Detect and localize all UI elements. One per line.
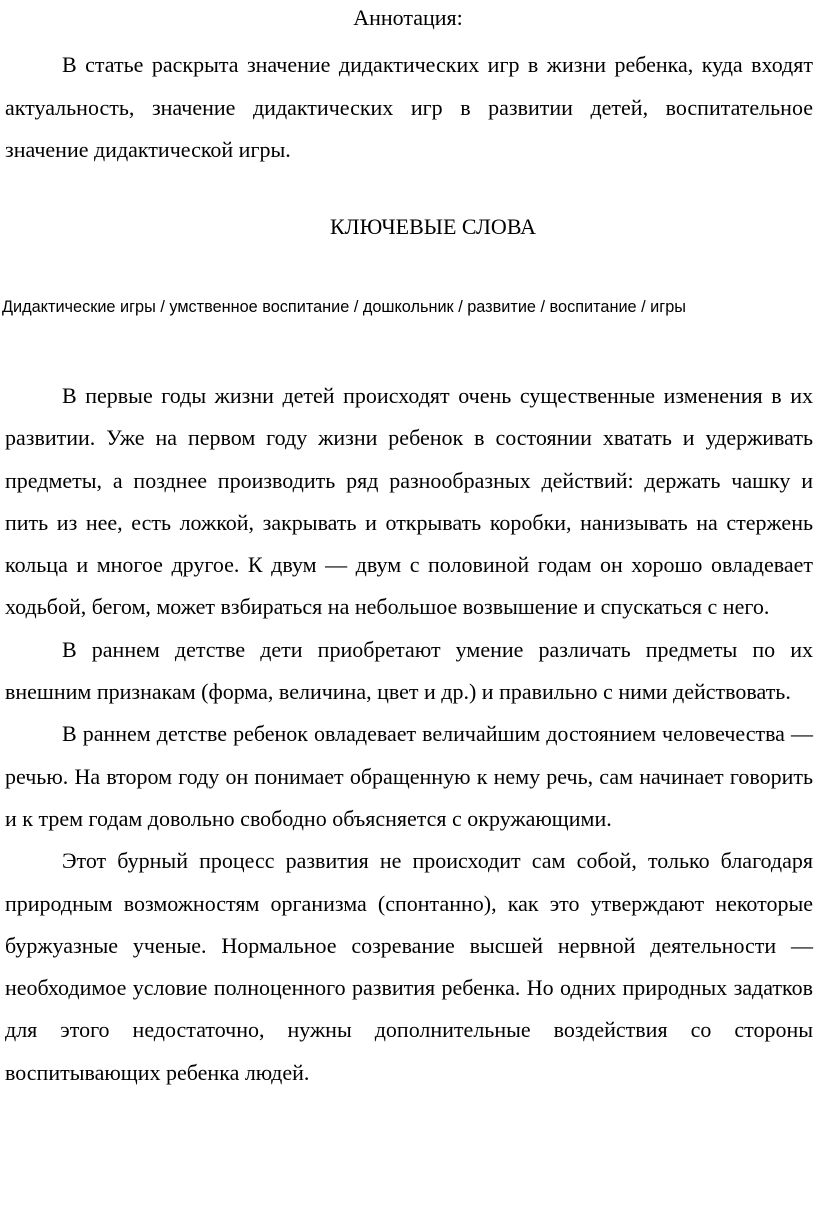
body-paragraph-4: Этот бурный процесс развития не происходит сам собой, только благодаря природным возможностям организма (спонтанно), как это утверждают некоторые буржуазные ученые. Нормальное созревание высшей нервной деятельности — необходимое условие полноценного развития ребенка. Но одних природных задатков для этого недостаточно, нужны дополнительные воздействия со стороны воспитывающих ребенка людей. [5, 848, 813, 1085]
keywords-list: Дидактические игры / умственное воспитание / дошкольник / развитие / воспитание / игры [2, 298, 686, 316]
body-paragraph-2: В раннем детстве дети приобретают умение различать предметы по их внешним признакам (форма, величина, цвет и др.) и правильно с ними действовать. [5, 636, 813, 705]
body-text [5, 375, 813, 1094]
annotation-text [5, 44, 813, 172]
body-paragraph-1: В первые годы жизни детей происходят очень существенные изменения в их развитии. Уже на первом году жизни ребенок в состоянии хватать и удерживать предметы, а позднее производить ряд разнообразных действий: держать чашку и пить из нее, есть ложкой, закрывать и открывать коробки, нанизывать на стержень кольца и многое другое. К двум — двум с половиной годам он хорошо овладевает ходьбой, бегом, может взбираться на небольшое возвышение и спускаться с него. [5, 383, 813, 620]
annotation-paragraph: В статье раскрыта значение дидактических игр в жизни ребенка, куда входят актуальность, значение дидактических игр в развитии детей, воспитательное значение дидактической игры. [5, 52, 813, 162]
annotation-title: Аннотация: [353, 5, 463, 30]
body-paragraph-3: В раннем детстве ребенок овладевает величайшим достоянием человечества — речью. На втором году он понимает обращенную к нему речь, сам начинает говорить и к трем годам довольно свободно объясняется с окружающими. [5, 721, 813, 831]
keywords-title: КЛЮЧЕВЫЕ СЛОВА [329, 214, 536, 239]
